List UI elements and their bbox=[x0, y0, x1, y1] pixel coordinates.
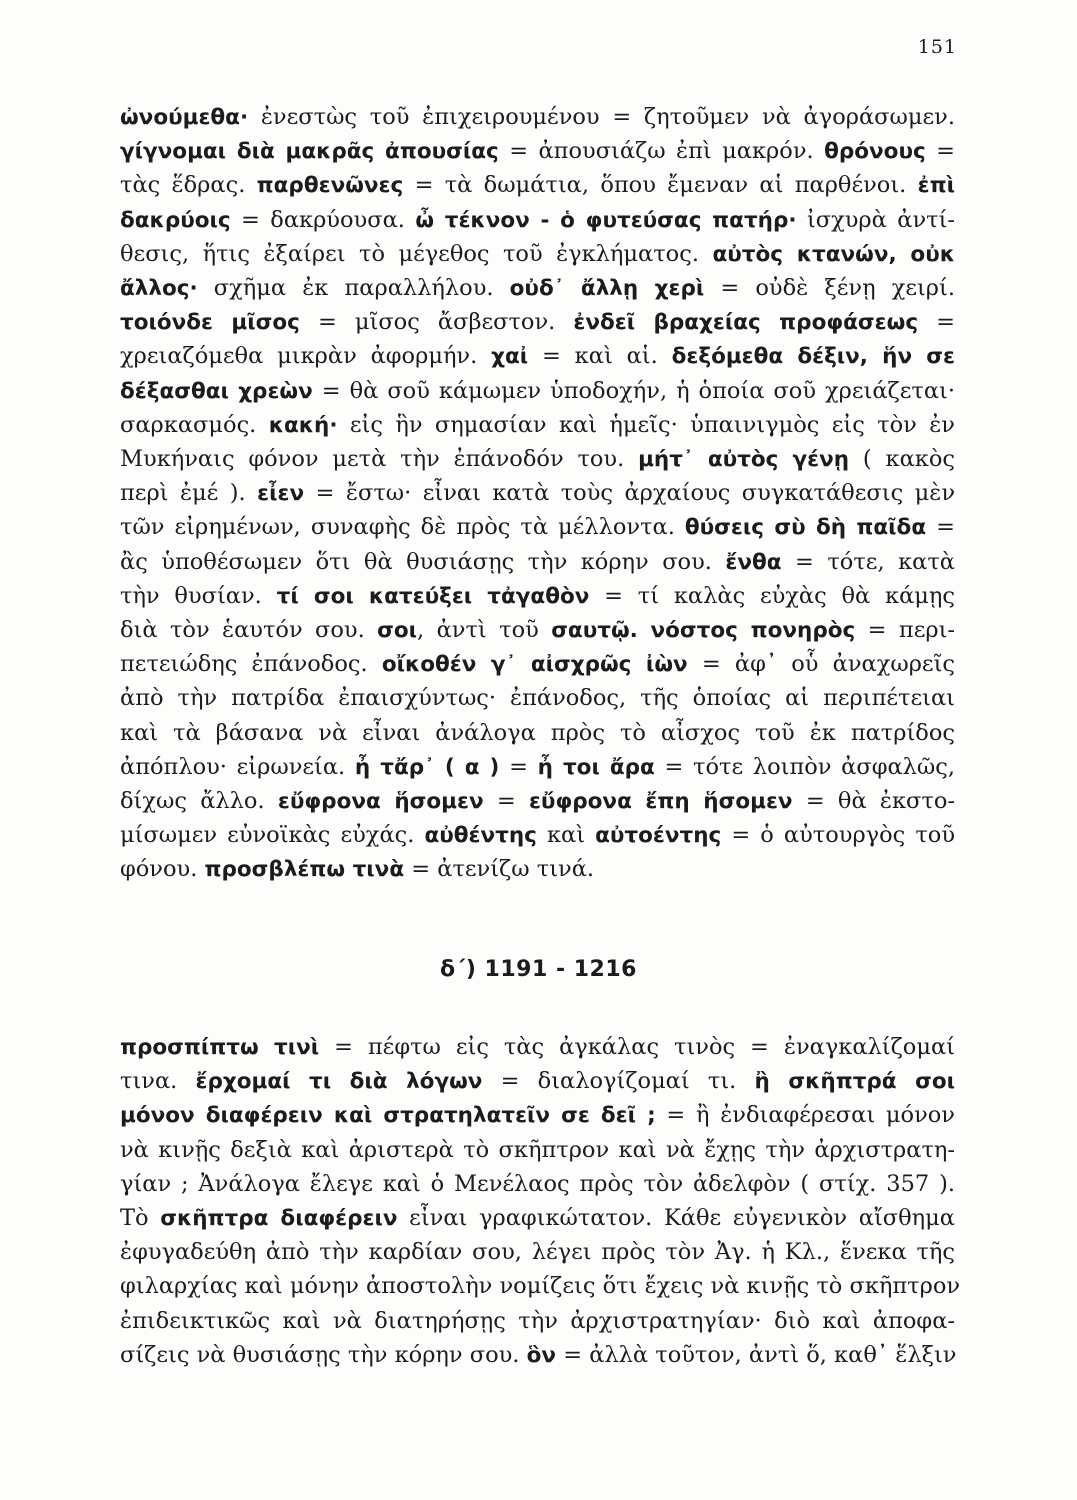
gloss-text: = δακρύουσα. bbox=[230, 206, 416, 233]
lemma-term: οἴκοθέν γ᾽ αἰσχρῶς ἰὼν bbox=[381, 652, 688, 678]
lemma-term: δεξόμεθα δέξιν, ἥν σε bbox=[671, 344, 955, 370]
gloss-text: ἐπιδεικτικῶς καὶ νὰ διατηρήσῃς τὴν ἀρχιστρατηγίαν· διὸ καὶ ἀποφα- bbox=[120, 1307, 955, 1334]
gloss-text: φιλαρχίας καὶ μόνην ἀποστολὴν νομίζεις ὅτι ἔχεις νὰ κινῇς τὸ σκῆπτρον bbox=[120, 1273, 961, 1300]
gloss-text: = οὐδὲ ξένῃ χειρί. bbox=[704, 275, 956, 301]
lemma-term: εἶεν bbox=[257, 481, 305, 507]
gloss-text: καὶ bbox=[536, 822, 596, 849]
lemma-term: χαἰ bbox=[491, 344, 529, 370]
text-line bbox=[120, 1304, 955, 1338]
gloss-text: = ἀλλὰ τοῦτον, ἀντὶ ὅ, καθ᾽ ἕλξιν bbox=[556, 1341, 957, 1368]
text-line bbox=[120, 1133, 955, 1167]
gloss-text: = θὰ ἐκστο- bbox=[792, 788, 956, 814]
gloss-text: = τότε, κατὰ bbox=[781, 548, 955, 575]
gloss-text: = ὁ αὐτουργὸς τοῦ bbox=[721, 822, 956, 849]
gloss-text: ἰσχυρὰ ἀντί- bbox=[796, 206, 956, 233]
gloss-text: = ἀφ᾽ οὗ ἀναχωρεῖς bbox=[687, 651, 956, 678]
gloss-text: = καὶ αἱ. bbox=[528, 343, 672, 370]
lemma-term: αὐτοέντης bbox=[595, 823, 722, 849]
text-line bbox=[120, 374, 955, 409]
text-line bbox=[120, 1064, 955, 1099]
gloss-text: μίσωμεν εὐνοϊκὰς εὐχάς. bbox=[120, 822, 425, 849]
gloss-text: = ἀπουσιάζω ἐπὶ μακρόν. bbox=[498, 138, 825, 165]
text-line bbox=[120, 1201, 955, 1236]
lemma-term: σαυτῷ. νόστος πονηρὸς bbox=[551, 618, 856, 643]
text-line bbox=[120, 408, 955, 443]
lemma-term: δέξασθαι χρεὼν bbox=[120, 378, 313, 404]
lemma-term: θρόνους bbox=[824, 139, 926, 165]
text-line bbox=[120, 305, 955, 340]
lemma-term: ἢ σκῆπτρά σοι bbox=[754, 1069, 956, 1095]
text-line bbox=[120, 750, 955, 785]
gloss-text: = ἀτενίζω τινά. bbox=[404, 856, 595, 883]
gloss-text: ( κακὸς bbox=[849, 446, 955, 472]
gloss-text: δίχως ἄλλο. bbox=[120, 788, 278, 814]
gloss-text: ἐνεστὼς τοῦ ἐπιχειρουμένου = ζητοῦμεν νὰ ἀγοράσωμεν. bbox=[248, 104, 955, 130]
lemma-term: μόνον διαφέρειν καὶ στρατηλατεῖν σε δεῖ ; bbox=[120, 1103, 656, 1129]
gloss-text: , ἀντὶ τοῦ bbox=[417, 617, 552, 643]
lemma-term: τί σοι κατεύξει τἀγαθὸν bbox=[276, 583, 590, 609]
text-line bbox=[120, 271, 955, 306]
text-line bbox=[120, 545, 955, 580]
gloss-text: = θὰ σοῦ κάμωμεν ὑποδοχήν, ἡ ὁποία σοῦ χρειάζεται· bbox=[312, 377, 955, 404]
lemma-term: αὐθέντης bbox=[424, 823, 537, 849]
gloss-text: περὶ ἐμέ ). bbox=[120, 480, 258, 507]
gloss-text: = τότε λοιπὸν ἀσφαλῶς, bbox=[654, 753, 956, 780]
gloss-text: = περι- bbox=[855, 617, 956, 643]
text-line bbox=[120, 681, 955, 715]
gloss-text: διὰ τὸν ἑαυτόν σου. bbox=[120, 617, 378, 643]
lemma-term: ὠνούμεθα· bbox=[120, 105, 249, 130]
gloss-text: = μῖσος ἄσβεστον. bbox=[299, 309, 574, 336]
gloss-text: εἰς ἣν σημασίαν καὶ ἡμεῖς· ὑπαινιγμὸς εἰς τὸν ἐν bbox=[337, 411, 955, 438]
lemma-term: θύσεις σὺ δὴ παῖδα bbox=[684, 515, 927, 541]
gloss-text: Τὸ bbox=[120, 1205, 161, 1231]
text-line bbox=[120, 613, 955, 648]
gloss-text: τὰς ἕδρας. bbox=[120, 172, 257, 199]
text-line bbox=[120, 1269, 961, 1303]
text-line bbox=[120, 1235, 955, 1269]
gloss-text: τῶν εἰρημένων, συναφὴς δὲ πρὸς τὰ μέλλοντα. bbox=[120, 514, 685, 541]
gloss-text: = ἢ ἐνδιαφέρεσαι μόνον bbox=[655, 1102, 955, 1129]
lemma-term: δακρύοις bbox=[120, 207, 231, 233]
text-line bbox=[120, 1098, 955, 1133]
lemma-term: κακή· bbox=[268, 412, 338, 438]
text-line bbox=[120, 476, 955, 511]
text-line bbox=[120, 1030, 955, 1065]
gloss-text: νὰ κινῇς δεξιὰ καὶ ἀριστερὰ τὸ σκῆπτρον καὶ νὰ ἔχῃς τὴν ἀρχιστρατη- bbox=[120, 1136, 955, 1163]
gloss-text: = πέφτω εἰς τὰς ἀγκάλας τινὸς = ἐναγκαλίζομαί bbox=[319, 1034, 955, 1060]
text-line bbox=[120, 1338, 955, 1373]
text-line bbox=[120, 579, 955, 614]
gloss-text: σίζεις νὰ θυσιάσῃς τὴν κόρην σου. bbox=[120, 1341, 527, 1368]
gloss-text: καὶ τὰ βάσανα νὰ εἶναι ἀνάλογα πρὸς τὸ αἶσχος τοῦ ἐκ πατρίδος bbox=[120, 719, 955, 746]
gloss-text: ἀπὸ τὴν πατρίδα ἐπαισχύντως· ἐπάνοδος, τῆς ὁποίας αἱ περιπέτειαι bbox=[120, 685, 955, 712]
text-line bbox=[120, 852, 955, 887]
gloss-text: θεσις, ἥτις ἐξαίρει τὸ μέγεθος τοῦ ἐγκλήματος. bbox=[120, 240, 713, 267]
text-line bbox=[120, 442, 955, 477]
gloss-text: = bbox=[925, 138, 956, 165]
gloss-text: = bbox=[918, 309, 955, 336]
gloss-text: Μυκήναις φόνον μετὰ τὴν ἐπάνοδόν του. bbox=[120, 446, 639, 472]
lemma-term: αὐτὸς κτανών, οὐκ bbox=[712, 241, 955, 267]
section-heading: δ΄) 1191 - 1216 bbox=[440, 957, 637, 982]
lemma-term: γίγνομαι διὰ μακρᾶς ἀπουσίας bbox=[120, 139, 499, 165]
lemma-term: σκῆπτρα διαφέρειν bbox=[160, 1206, 398, 1231]
lemma-term: ἐνδεῖ βραχείας προφάσεως bbox=[573, 310, 919, 336]
gloss-text: τὴν θυσίαν. bbox=[120, 582, 277, 609]
lemma-term: σοι bbox=[377, 618, 418, 643]
text-line bbox=[120, 716, 955, 750]
gloss-text: πετειώδης ἐπάνοδος. bbox=[120, 651, 382, 678]
lemma-term: τοιόνδε μῖσος bbox=[120, 310, 300, 336]
gloss-text: ἐφυγαδεύθη ἀπὸ τὴν καρδίαν σου, λέγει πρὸς τὸν Ἀγ. ἡ Κλ., ἕνεκα τῆς bbox=[120, 1239, 955, 1266]
lemma-term: ἔρχομαί τι διὰ λόγων bbox=[195, 1069, 483, 1095]
lemma-term: ὃν bbox=[526, 1342, 557, 1368]
gloss-text: = διαλογίζομαί τι. bbox=[482, 1068, 755, 1095]
gloss-text: = bbox=[499, 753, 538, 780]
lemma-term: προσβλέπω τινὰ bbox=[204, 857, 405, 883]
gloss-text: = τί καλὰς εὐχὰς θὰ κάμῃς bbox=[589, 582, 956, 609]
text-line bbox=[120, 510, 955, 545]
text-line bbox=[120, 784, 955, 819]
gloss-text: φόνου. bbox=[120, 856, 205, 883]
lemma-term: εὔφρονα ἔπη ἥσομεν bbox=[528, 789, 793, 814]
gloss-text: = ἔστω· εἶναι κατὰ τοὺς ἀρχαίους συγκατάθεσις μὲν bbox=[304, 480, 956, 507]
text-line bbox=[120, 203, 955, 238]
gloss-text: γίαν ; Ἀνάλογα ἔλεγε καὶ ὁ Μενέλαος πρὸς τὸν ἀδελφὸν ( στίχ. 357 ). bbox=[120, 1170, 955, 1197]
lemma-term: οὐδ᾽ ἄλλῃ χερὶ bbox=[509, 276, 705, 301]
lemma-term: ὦ τέκνον - ὁ φυτεύσας πατήρ· bbox=[415, 207, 797, 233]
lemma-term: ἔνθα bbox=[725, 549, 782, 575]
page-number: 151 bbox=[917, 36, 957, 58]
gloss-text: τινα. bbox=[120, 1068, 196, 1095]
gloss-text: = bbox=[483, 788, 529, 814]
gloss-text: ἂς ὑποθέσωμεν ὅτι θὰ θυσιάσῃς τὴν κόρην σου. bbox=[120, 548, 726, 575]
gloss-text: = bbox=[926, 514, 955, 541]
lemma-term: εὔφρονα ἥσομεν bbox=[277, 789, 484, 814]
text-line bbox=[120, 818, 955, 853]
lemma-term: ἐπὶ bbox=[917, 173, 955, 199]
lemma-term: παρθενῶνες bbox=[256, 173, 404, 199]
lemma-term: προσπίπτω τινὶ bbox=[120, 1035, 320, 1060]
text-line bbox=[120, 339, 955, 374]
text-line bbox=[120, 100, 955, 135]
text-line bbox=[120, 1167, 955, 1201]
text-line bbox=[120, 237, 955, 272]
gloss-text: σχῆμα ἐκ παραλλήλου. bbox=[197, 275, 510, 301]
lemma-term: ἦ τἄρ᾽ ( α ) bbox=[354, 754, 500, 780]
gloss-text: σαρκασμός. bbox=[120, 411, 269, 438]
gloss-text: ἀπόπλου· εἰρωνεία. bbox=[120, 753, 355, 780]
text-line bbox=[120, 647, 955, 682]
text-line bbox=[120, 168, 955, 203]
lemma-term: μήτ᾽ αὐτὸς γένῃ bbox=[638, 447, 850, 472]
text-line bbox=[120, 134, 955, 169]
lemma-term: ἄλλος· bbox=[120, 276, 198, 301]
gloss-text: εἶναι γραφικώτατον. Κάθε εὐγενικὸν αἴσθημα bbox=[397, 1205, 955, 1231]
lemma-term: ἦ τοι ἄρα bbox=[537, 754, 655, 780]
gloss-text: χρειαζόμεθα μικρὰν ἀφορμήν. bbox=[120, 343, 492, 370]
gloss-text: = τὰ δωμάτια, ὅπου ἔμεναν αἱ παρθένοι. bbox=[403, 172, 918, 199]
